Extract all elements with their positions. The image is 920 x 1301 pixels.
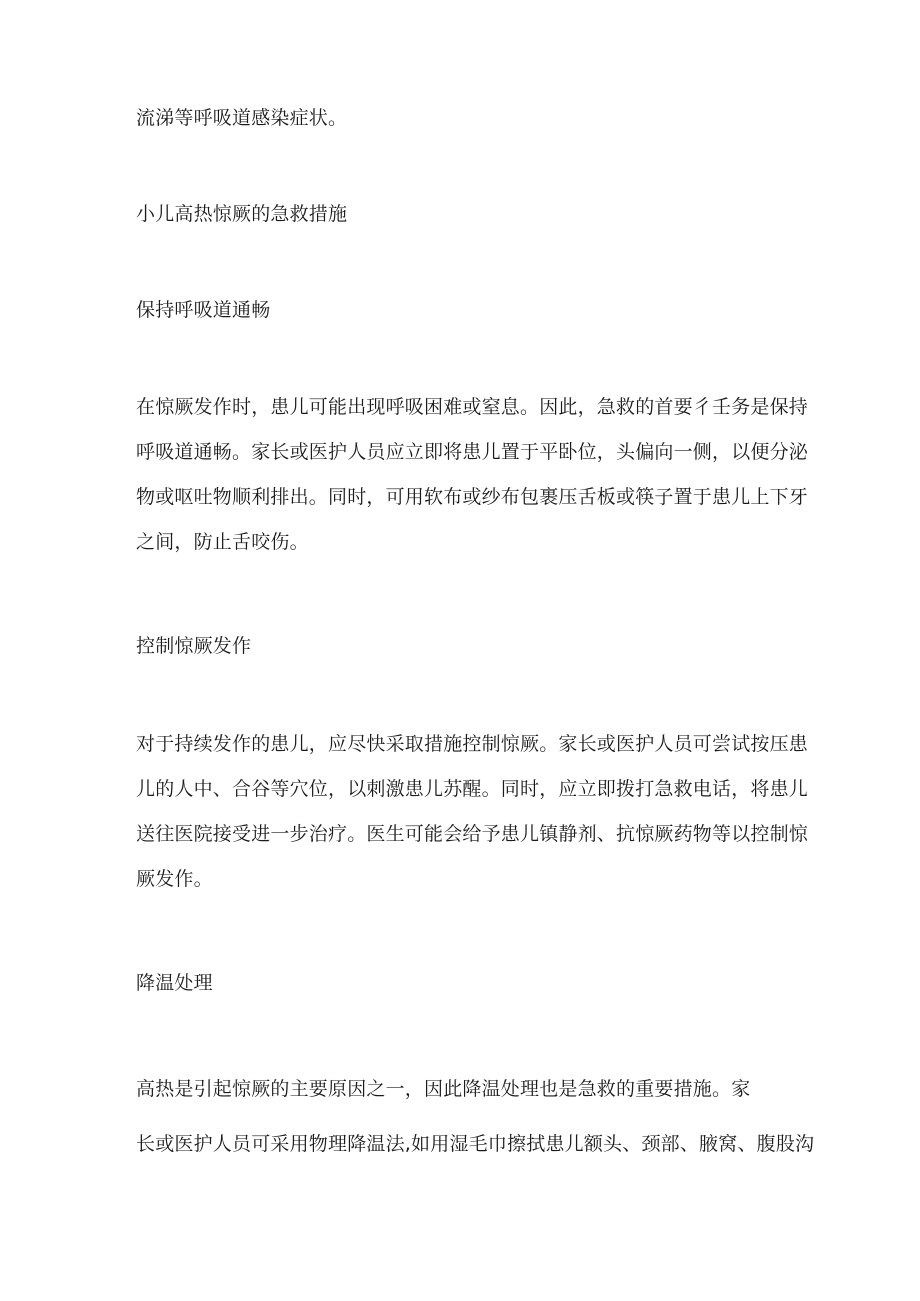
subsection-heading: 控制惊厥发作 [136,635,252,657]
paragraph-line: 对于持续发作的患儿，应尽快采取措施控制惊厥。家长或医护人员可尝试按压患 [136,733,809,755]
paragraph-line: 在惊厥发作时，患儿可能出现呼吸困难或窒息。因此，急救的首要彳壬务是保持 [136,396,809,418]
subsection-heading: 降温处理 [136,972,213,994]
subsection-heading: 保持呼吸道通畅 [136,299,271,321]
paragraph-line: 厥发作。 [136,868,213,890]
paragraph-line: 高热是引起惊厥的主要原因之一，因此降温处理也是急救的重要措施。家 [136,1078,751,1100]
paragraph-line: 送往医院接受进一步治疗。医生可能会给予患儿镇静剂、抗惊厥药物等以控制惊 [136,823,809,845]
paragraph-line: 儿的人中、合谷等穴位，以刺激患儿苏醒。同时，应立即拨打急救电话，将患儿 [136,778,809,800]
section-heading: 小儿高热惊厥的急救措施 [136,203,348,225]
paragraph-line: 长或医护人员可采用物理降温法,如用湿毛巾擦拭患儿额头、颈部、腋窝、腹股沟 [136,1133,815,1155]
text-line: 流涕等呼吸道感染症状。 [136,107,348,129]
paragraph-line: 之间，防止舌咬伤。 [136,531,309,553]
paragraph-line: 呼吸道通畅。家长或医护人员应立即将患儿置于平卧位，头偏向一侧，以便分泌 [136,441,809,463]
paragraph-line: 物或呕吐物顺利排出。同时，可用软布或纱布包裹压舌板或筷子置于患儿上下牙 [136,486,809,508]
